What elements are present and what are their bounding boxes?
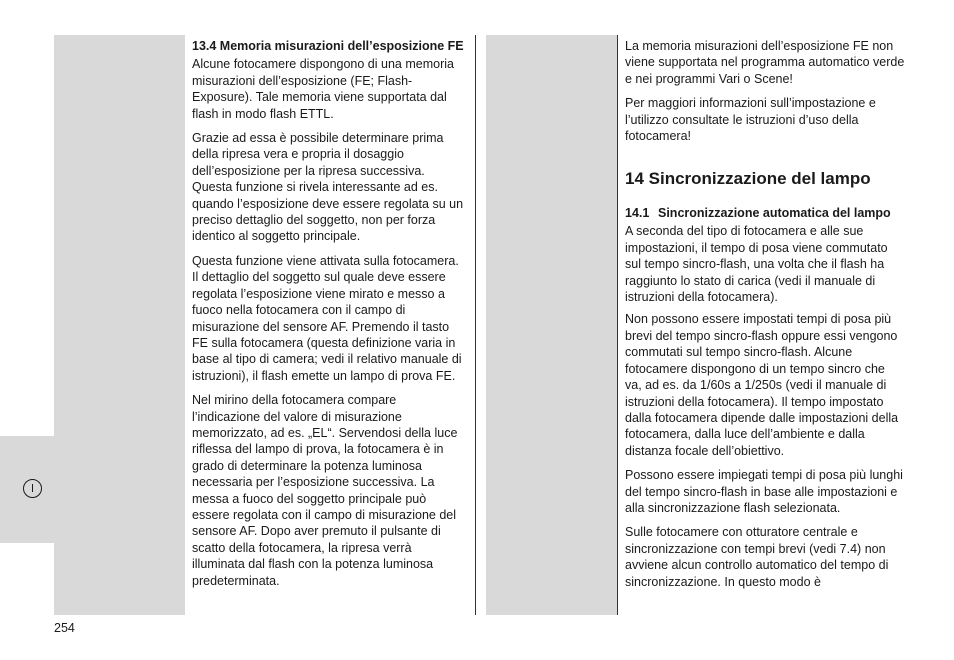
chapter-heading: 14 Sincronizzazione del lampo: [625, 169, 871, 189]
section-heading: 13.4 Memoria misurazioni dell’esposizione FE: [192, 39, 464, 53]
note-paragraph: La memoria misurazioni dell’esposizione FE non viene supportata nel programma automatico verde e nei programmi Vari o Scene!: [625, 39, 905, 86]
right-text-column: [625, 38, 905, 590]
paragraph: Possono essere impiegati tempi di posa più lunghi del tempo sincro-flash in base alle impostazioni e alla sincronizzazione flash selezionata.: [625, 468, 903, 515]
paragraph: Questa funzione viene attivata sulla fotocamera. Il dettaglio del soggetto sul quale deve essere regolata l’esposizione viene mirato e messo a fuoco nella fotocamera con il campo di misurazione del sensore AF. Premendo il tasto FE sulla fotocamera (questa definizione varia in base al tipo di camera; vedi il relativo manuale di istruzioni), il flash emette un lampo di prova FE.: [192, 253, 462, 383]
paragraph: A seconda del tipo di fotocamera e alle sue impostazioni, il tempo di posa viene commutato sul tempo sincro-flash, una volta che il flash ha raggiunto lo stato di carica (vedi il manuale di istruzioni della fotocamera).: [625, 224, 888, 305]
paragraph: Non possono essere impostati tempi di posa più brevi del tempo sincro-flash oppure essi vengono commutati sul tempo sincro-flash. Alcune fotocamere dispongono di un tempo sincro che va, ad es. da 1/60s a 1/250s (vedi il manuale di istruzioni della fotocamera). Il tempo impostato dalla fotocamera dipende dalle impostazioni della fotocamera, dalla luce dell’ambiente e dalla distanza focale dell’obiettivo.: [625, 312, 899, 458]
column-divider: [617, 35, 618, 615]
section-number: 14.1: [625, 206, 650, 221]
language-i-icon: [23, 479, 42, 498]
section-heading: [625, 204, 905, 222]
note-paragraph: Per maggiori informazioni sull’impostazione e l’utilizzo consultate le istruzioni d’uso della fotocamera!: [625, 96, 876, 144]
column-divider: [475, 35, 476, 615]
right-margin-panel: [486, 35, 617, 615]
left-margin-panel: [54, 35, 185, 615]
page-number: 254: [54, 621, 75, 635]
paragraph: Grazie ad essa è possibile determinare prima della ripresa vera e propria il dosaggio dell’esposizione per la ripresa successiva. Questa funzione si rivela interessante ad es. quando l’esposizione deve essere regolata su un preciso dettaglio del soggetto, non per forza identico al soggetto principale.: [192, 131, 464, 244]
paragraph: Alcune fotocamere dispongono di una memoria misurazioni dell’esposizione (FE; Flash-Exposure). Tale memoria viene supportata dal flash in modo flash ETTL.: [192, 57, 454, 121]
left-text-column: [192, 38, 467, 597]
paragraph: Sulle fotocamere con otturatore centrale e sincronizzazione con tempi brevi (vedi 7.4) non avviene alcun controllo automatico del tempo di sincronizzazione. In questo modo è: [625, 525, 889, 589]
paragraph: Nel mirino della fotocamera compare l’indicazione del valore di misurazione memorizzato, ad es. „EL“. Servendosi della luce riflessa del lampo di prova, la fotocamera è in grado di determinare la potenza luminosa necessaria per l’esposizione successiva. La messa a fuoco del soggetto principale può essere regolata con il campo di misurazione del sensore AF. Dopo aver premuto il pulsante di scatto della fotocamera, la ripresa verrà illuminata dal flash con la potenza luminosa predeterminata.: [192, 393, 458, 588]
section-title: Sincronizzazione automatica del lampo: [658, 206, 891, 221]
